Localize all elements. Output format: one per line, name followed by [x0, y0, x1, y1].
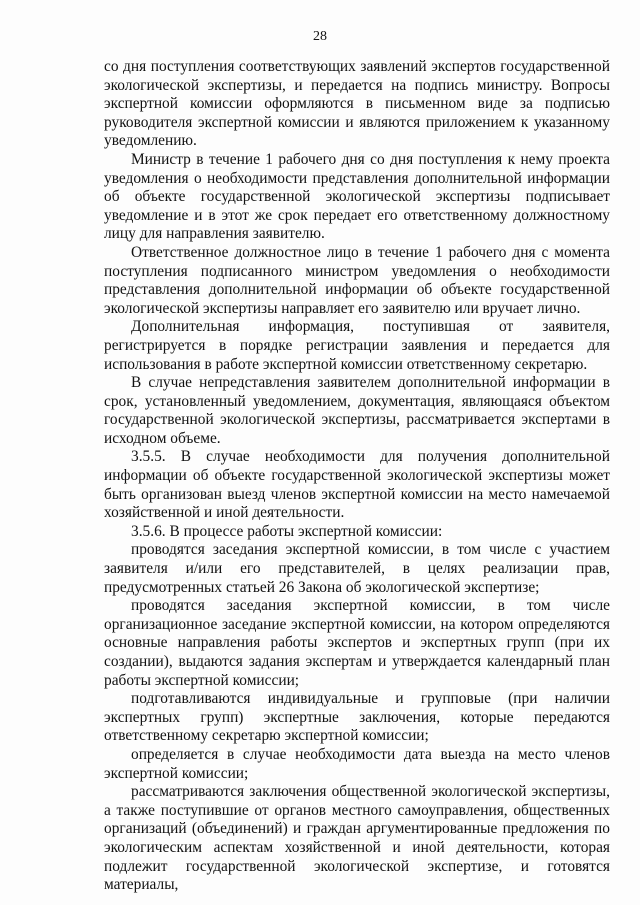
list-item-expert-conclusions: подготавливаются индивидуальные и групповые (при наличии экспертных групп) экспертные заключения, которые передаются ответственному секретарю экспертной комиссии; — [104, 690, 610, 745]
paragraph-minister-signs: Министр в течение 1 рабочего дня со дня поступления к нему проекта уведомления о необходимости представления дополнительной информации об объекте государственной экологической экспертизы подписывает уведомление и в этот же срок передает его ответственному должностному лицу для направления заявителю. — [104, 150, 610, 243]
page-number: 28 — [313, 29, 327, 44]
list-item-meetings: проводятся заседания экспертной комиссии, в том числе с участием заявителя и/или его представителей, в целях реализации прав, предусмотренных статьей 26 Закона об экологической экспертизе; — [104, 541, 610, 596]
paragraph-official-sends: Ответственное должностное лицо в течение 1 рабочего дня с момента поступления подписанного министром уведомления о необходимости представления дополнительной информации об объекте государственной экологической экспертизы направляет его заявителю или вручает лично. — [104, 243, 610, 317]
document-body — [104, 58, 610, 895]
paragraph-continuation: со дня поступления соответствующих заявлений экспертов государственной экологической экспертизы, и передается на подпись министру. Вопросы экспертной комиссии оформляются в письменном виде за подписью руководителя экспертной комиссии и являются приложением к указанному уведомлению. — [104, 58, 610, 150]
list-item-site-visit-date: определяется в случае необходимости дата выезда на место членов экспертной комиссии; — [104, 745, 610, 782]
clause-3-5-6: 3.5.6. В процессе работы экспертной комиссии: — [131, 522, 443, 540]
clause-3-5-5: 3.5.5. В случае необходимости для получения дополнительной информации об объекте государственной экологической экспертизы может быть организован выезд членов экспертной комиссии на место намечаемой хозяйственной и иной деятельности. — [104, 448, 610, 522]
list-item-organizational-meeting: проводятся заседания экспертной комиссии, в том числе организационное заседание экспертной комиссии, на котором определяются основные направления работы экспертов и экспертных групп (при их создании), выдаются задания экспертам и утверждается календарный план работы экспертной комиссии; — [104, 597, 610, 689]
list-item-public-review: рассматриваются заключения общественной экологической экспертизы, а также поступившие от органов местного самоуправления, общественных организаций (объединений) и граждан аргументированные предложения по экологическим аспектам хозяйственной и иной деятельности, которая подлежит государственной экологической экспертизе, и готовятся материалы, — [104, 783, 610, 894]
paragraph-non-submission: В случае непредставления заявителем дополнительной информации в срок, установленный уведомлением, документация, являющаяся объектом государственной экологической экспертизы, рассматривается экспертами в исходном объеме. — [104, 374, 610, 447]
paragraph-additional-info: Дополнительная информация, поступившая от заявителя, регистрируется в порядке регистрации заявления и передается для использования в работе экспертной комиссии ответственному секретарю. — [104, 318, 610, 373]
